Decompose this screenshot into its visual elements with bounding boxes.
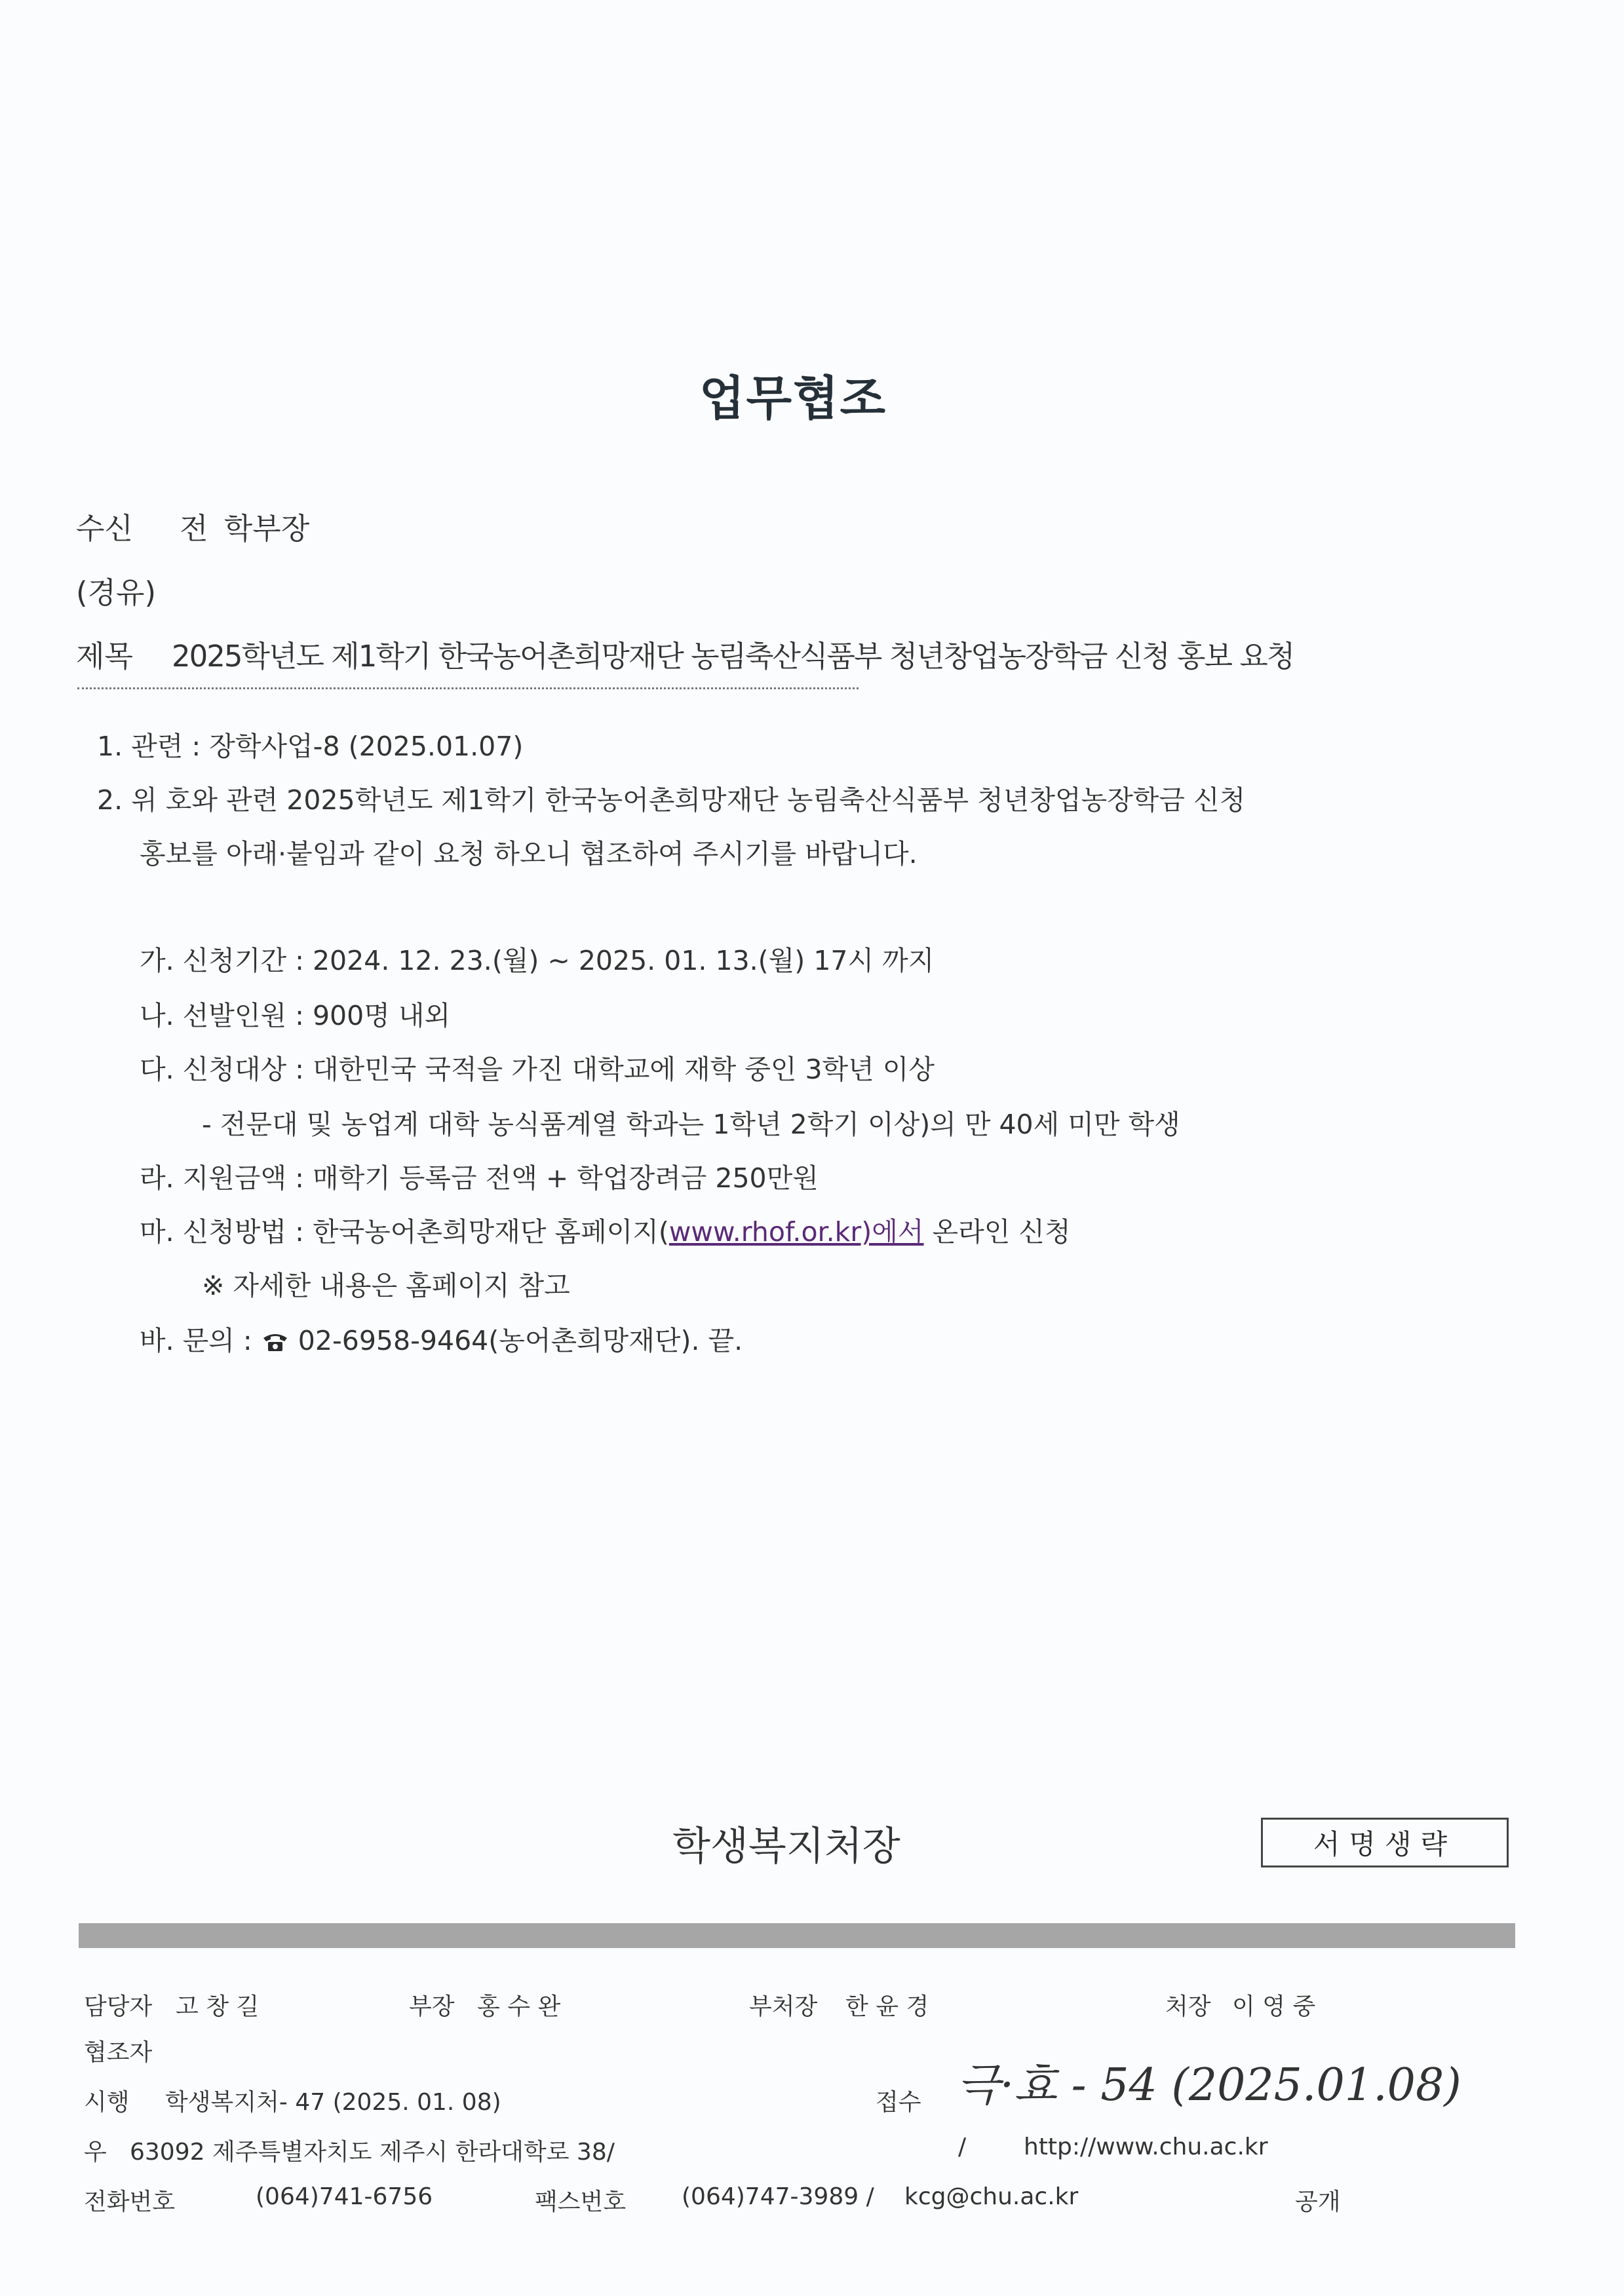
recipient-value: 전 학부장 — [180, 511, 310, 546]
phone-label: 전화번호 — [84, 2189, 176, 2215]
enforce-value: 학생복지처- 47 (2025. 01. 08) — [165, 2089, 501, 2116]
body-line-1: 1. 관련 : 장학사업-8 (2025.01.07) — [97, 731, 524, 762]
item-ba-text: 바. 문의 : — [140, 1325, 261, 1356]
charge-name: 고 창 길 — [176, 1993, 260, 2020]
deputy-label: 부처장 — [749, 1993, 818, 2020]
header-divider — [77, 687, 859, 689]
director-label: 처장 — [1165, 1993, 1211, 2020]
subject-value: 2025학년도 제1학기 한국농어촌희망재단 농림축산식품부 청년창업농장학금 신청 홍보 요청 — [172, 639, 1294, 674]
subject-label: 제목 — [76, 639, 133, 674]
website-link[interactable]: http://www.chu.ac.kr — [1024, 2133, 1268, 2160]
item-da: 다. 신청대상 : 대한민국 국적을 가진 대학교에 재학 중인 3학년 이상 — [140, 1054, 935, 1085]
item-ba — [140, 1319, 743, 1358]
disclosure-status: 공개 — [1295, 2189, 1341, 2215]
cooperator-label: 협조자 — [84, 2039, 153, 2066]
enforce-label: 시행 — [84, 2089, 130, 2116]
item-ba-contact: 02-6958-9464(농어촌희망재단). 끝. — [289, 1325, 743, 1356]
head-label: 부장 — [409, 1993, 455, 2020]
receipt-handwritten-number: 극·효 - 54 (2025.01.08) — [957, 2059, 1461, 2111]
sender-title: 학생복지처장 — [672, 1824, 900, 1869]
item-ra: 라. 지원금액 : 매학기 등록금 전액 + 학업장려금 250만원 — [140, 1162, 819, 1194]
item-ma-suffix: 온라인 신청 — [923, 1216, 1071, 1248]
item-ga: 가. 신청기간 : 2024. 12. 23.(월) ~ 2025. 01. 13.(월) 17시 까지 — [140, 945, 935, 976]
address-value: 63092 제주특별자치도 제주시 한라대학로 38/ — [130, 2139, 615, 2166]
deputy-name: 한 윤 경 — [845, 1993, 929, 2020]
receipt-label: 접수 — [876, 2089, 921, 2116]
via-label: (경유) — [76, 575, 157, 610]
item-da-sub: - 전문대 및 농업계 대학 농식품계열 학과는 1학년 2학기 이상)의 만 40세 미만 학생 — [202, 1109, 1180, 1140]
signature-omitted-box: 서명생략 — [1261, 1818, 1509, 1867]
phone-value: (064)741-6756 — [256, 2183, 433, 2210]
address-slash: / — [958, 2133, 967, 2160]
rhof-website-link[interactable]: www.rhof.or.kr)에서 — [668, 1216, 924, 1248]
recipient-label: 수신 — [76, 511, 133, 546]
head-name: 홍 수 완 — [477, 1993, 561, 2020]
body-line-2b: 홍보를 아래·붙임과 같이 요청 하오니 협조하여 주시기를 바랍니다. — [140, 838, 918, 870]
address-label: 우 — [84, 2139, 107, 2166]
email-link[interactable]: kcg@chu.ac.kr — [904, 2183, 1079, 2210]
item-ma-text: 마. 신청방법 : 한국농어촌희망재단 홈페이지( — [140, 1216, 669, 1248]
phone-icon — [261, 1328, 290, 1350]
charge-label: 담당자 — [84, 1993, 153, 2020]
item-ma-note: ※ 자세한 내용은 홈페이지 참고 — [202, 1270, 570, 1301]
item-na: 나. 선발인원 : 900명 내외 — [140, 1000, 451, 1031]
fax-label: 팩스번호 — [535, 2189, 627, 2215]
director-name: 이 영 중 — [1232, 1993, 1316, 2020]
document-title: 업무협조 — [699, 371, 887, 426]
item-ma — [140, 1210, 1071, 1249]
body-line-2a: 2. 위 호와 관련 2025학년도 제1학기 한국농어촌희망재단 농림축산식품부 청년창업농장학금 신청 — [97, 784, 1246, 816]
footer-divider-band — [79, 1923, 1515, 1948]
fax-value: (064)747-3989 / — [682, 2183, 874, 2210]
